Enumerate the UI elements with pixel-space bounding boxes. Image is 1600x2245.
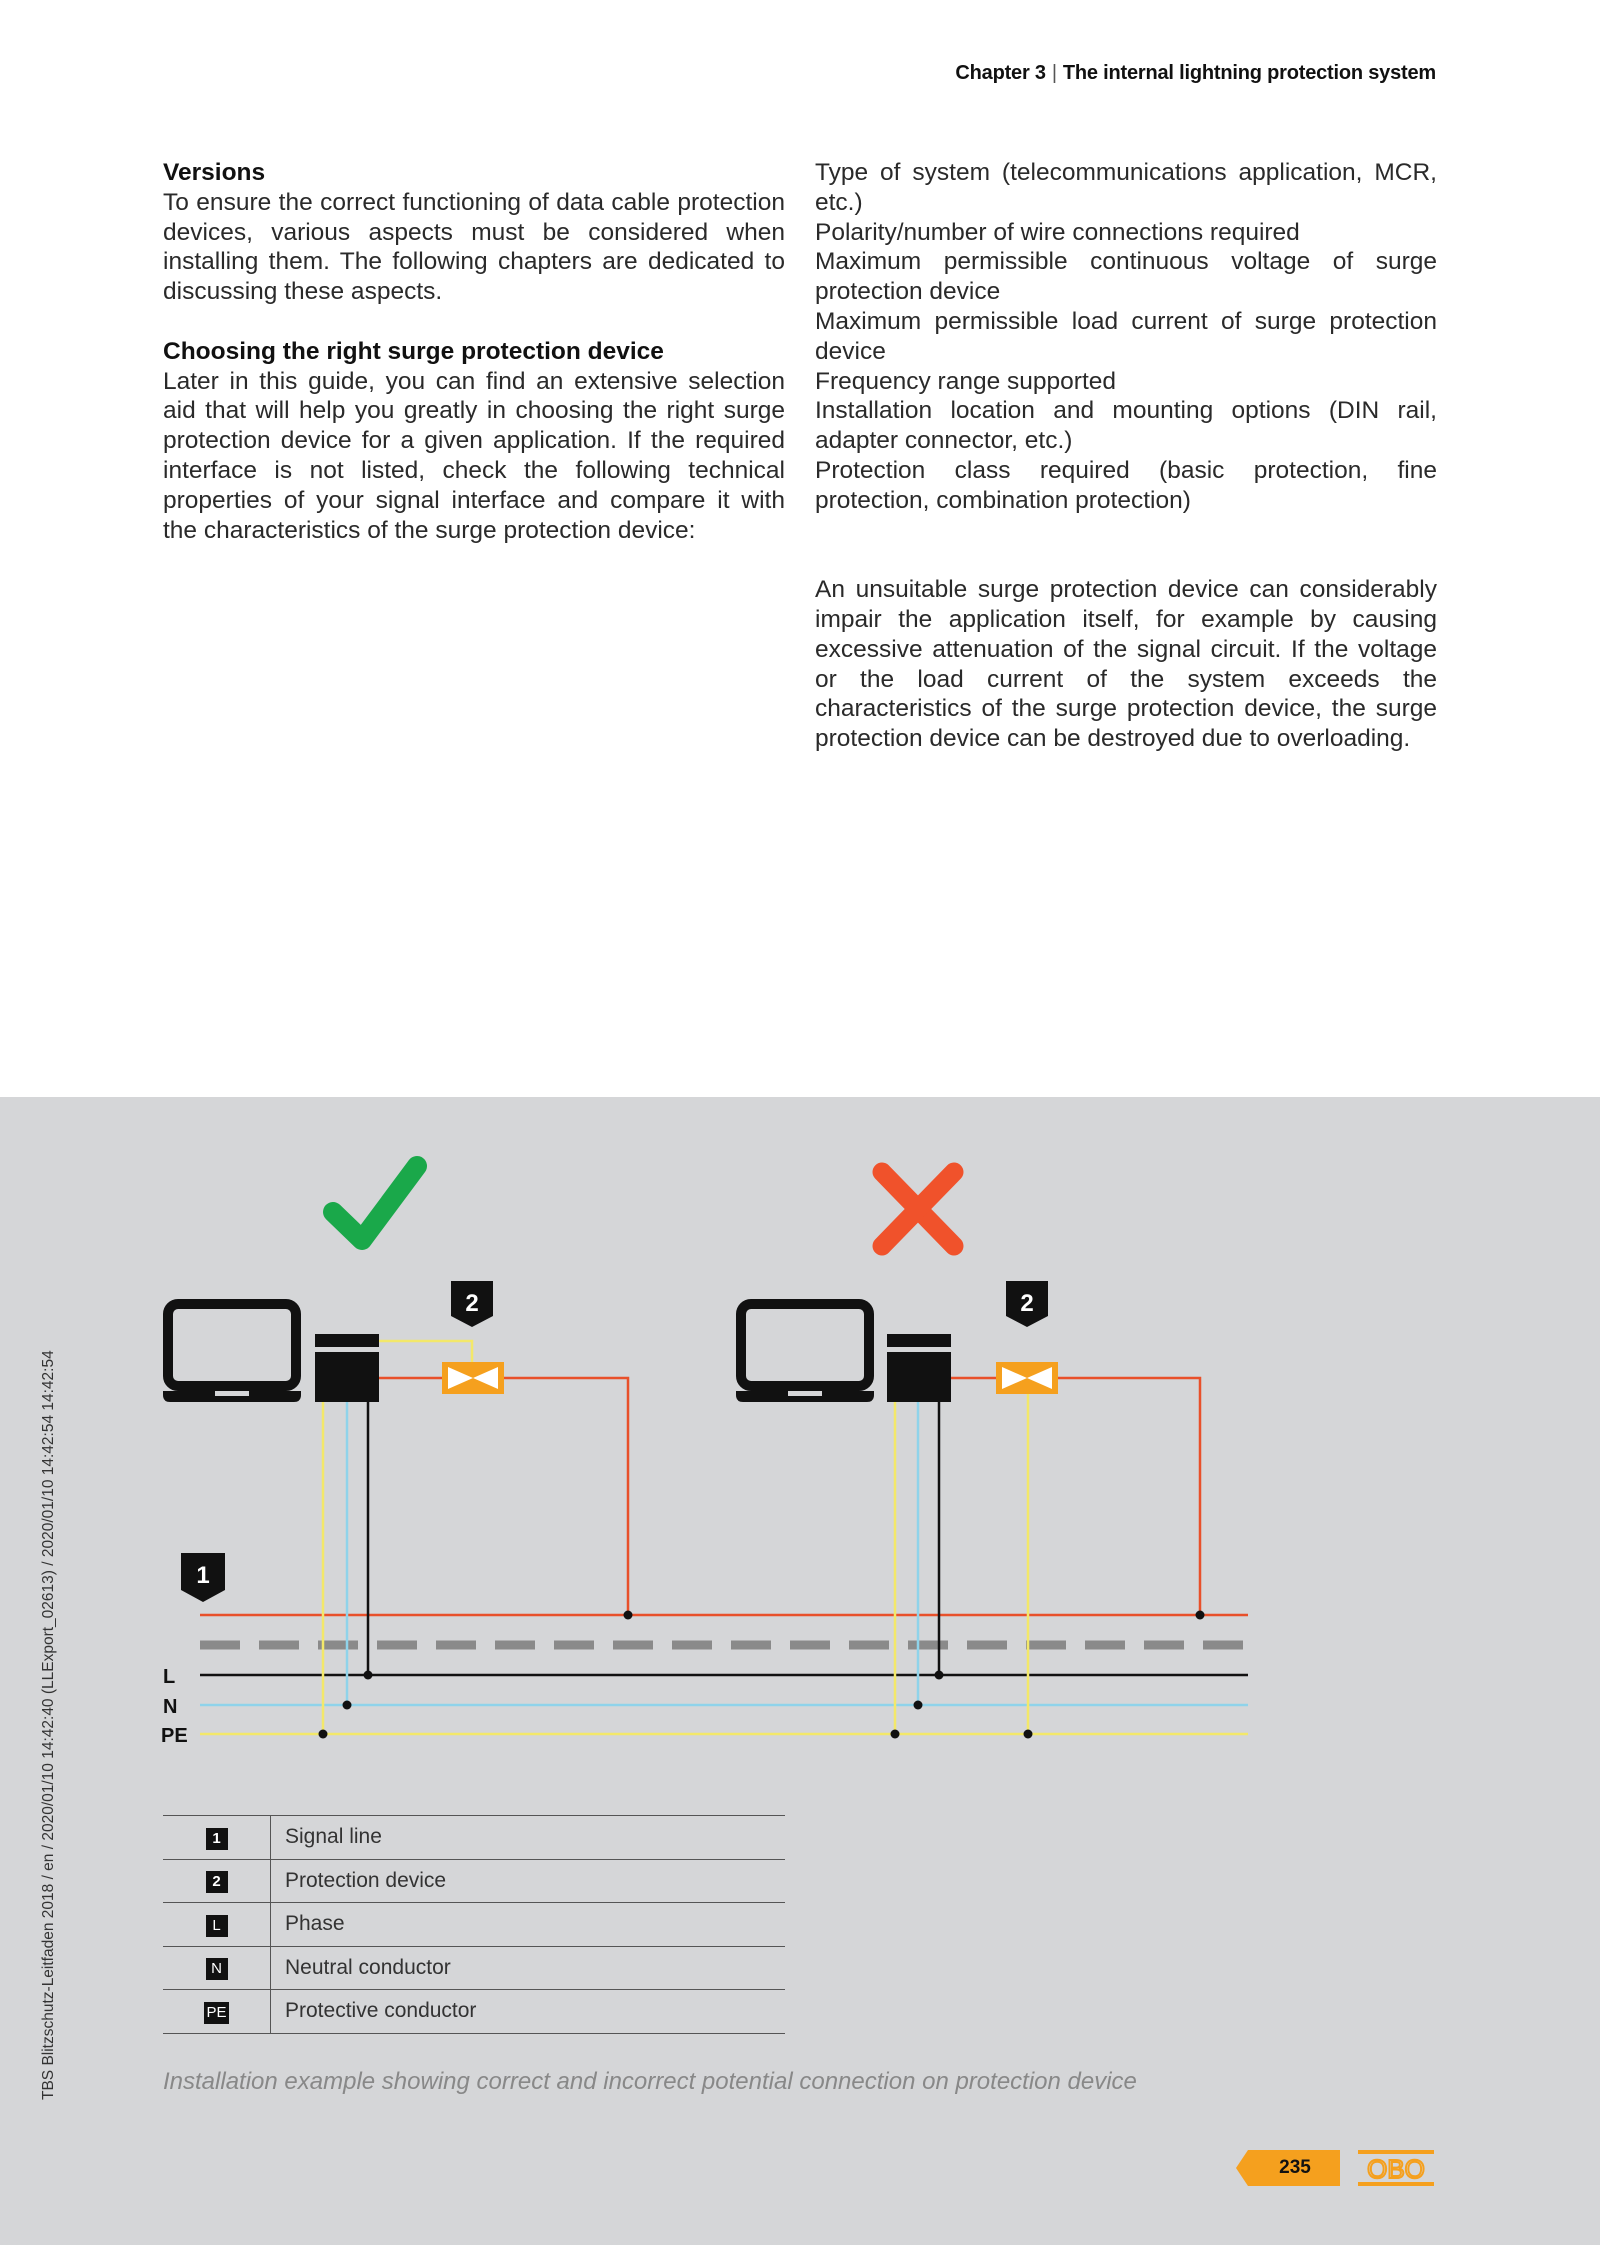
property-item: Polarity/number of wire connections required <box>815 218 1300 246</box>
paragraph-unsuitable: An unsuitable surge protection device can considerably impair the application itself, for example by causing excessive attenuation of the signal circuit. If the voltage or the load current of the system exceeds the characteristics of the surge protection device, the surge protection device can be destroyed due to overloading. <box>815 576 1437 753</box>
sidebar-print-info: TBS Blitzschutz-Leitfaden 2018 / en / 2020/01/10 14:42:40 (LLExport_02613) / 2020/01/10 14:42:54 14:42:54 <box>40 1350 57 2100</box>
legend-table <box>163 1815 785 2034</box>
laptop-icon <box>736 1304 874 1402</box>
legend-label: Phase <box>271 1903 786 1947</box>
section-title: The internal lightning protection system <box>1062 62 1436 84</box>
label-L: L <box>163 1666 176 1688</box>
legend-label: Protective conductor <box>271 1990 786 2034</box>
legend-row <box>163 1946 785 1990</box>
obo-logo <box>1356 2148 1436 2188</box>
label-N: N <box>163 1696 178 1718</box>
heading-choosing: Choosing the right surge protection device <box>163 337 664 365</box>
header-separator: | <box>1051 62 1057 84</box>
legend-key: L <box>206 1915 228 1937</box>
laptop-icon <box>163 1304 301 1402</box>
cross-icon <box>882 1172 954 1246</box>
device-left <box>315 1334 379 1402</box>
legend-key: N <box>206 1958 228 1980</box>
property-item: Type of system (telecommunications application, MCR, etc.) <box>815 159 1437 216</box>
figure-caption: Installation example showing correct and incorrect potential connection on protection device <box>163 2068 1137 2095</box>
legend-row <box>163 1990 785 2034</box>
legend-key: 2 <box>206 1871 228 1893</box>
paragraph-choosing: Later in this guide, you can find an extensive selection aid that will help you greatly in choosing the right surge protection device for a given application. If the required interface is not listed, check the following technical properties of your signal interface and compare it with the characteristics of the surge protection device: <box>163 367 785 544</box>
check-icon <box>333 1166 417 1240</box>
property-item: Maximum permissible continuous voltage of surge protection device <box>815 248 1437 306</box>
svg-text:2: 2 <box>465 1290 479 1317</box>
legend-row <box>163 1859 785 1903</box>
device-right <box>887 1334 951 1402</box>
property-item: Frequency range supported <box>815 367 1116 395</box>
legend-label: Signal line <box>271 1816 786 1860</box>
svg-text:1: 1 <box>196 1562 210 1589</box>
legend-key: PE <box>204 2002 228 2024</box>
property-item: Installation location and mounting options (DIN rail, adapter connector, etc.) <box>815 397 1437 455</box>
pe-wire-left-device <box>379 1341 472 1362</box>
svg-text:OBO: OBO <box>1367 2154 1425 2184</box>
surge-protector-left <box>442 1362 504 1394</box>
paragraph-versions: To ensure the correct functioning of data cable protection devices, various aspects must be considered when installing them. The following chapters are dedicated to discussing these aspects. <box>163 188 785 306</box>
label-PE: PE <box>161 1725 188 1747</box>
marker-device-left <box>451 1281 493 1327</box>
marker-device-right <box>1006 1281 1048 1327</box>
chapter-label: Chapter 3 <box>955 62 1046 84</box>
legend-label: Neutral conductor <box>271 1946 786 1990</box>
signal-wire-left-to-line <box>504 1378 628 1615</box>
property-item: Protection class required (basic protection, fine protection, combination protection) <box>815 456 1437 514</box>
legend-key: 1 <box>206 1828 228 1850</box>
legend-row <box>163 1903 785 1947</box>
signal-wire-right-to-line <box>1058 1378 1200 1615</box>
property-item: Maximum permissible load current of surge protection device <box>815 307 1437 365</box>
page-number: 235 <box>1279 2157 1311 2178</box>
surge-protector-right <box>996 1362 1058 1394</box>
marker-signal-line <box>181 1553 225 1602</box>
legend-row <box>163 1816 785 1860</box>
legend-label: Protection device <box>271 1859 786 1903</box>
heading-versions: Versions <box>163 159 266 186</box>
svg-text:2: 2 <box>1020 1290 1034 1317</box>
